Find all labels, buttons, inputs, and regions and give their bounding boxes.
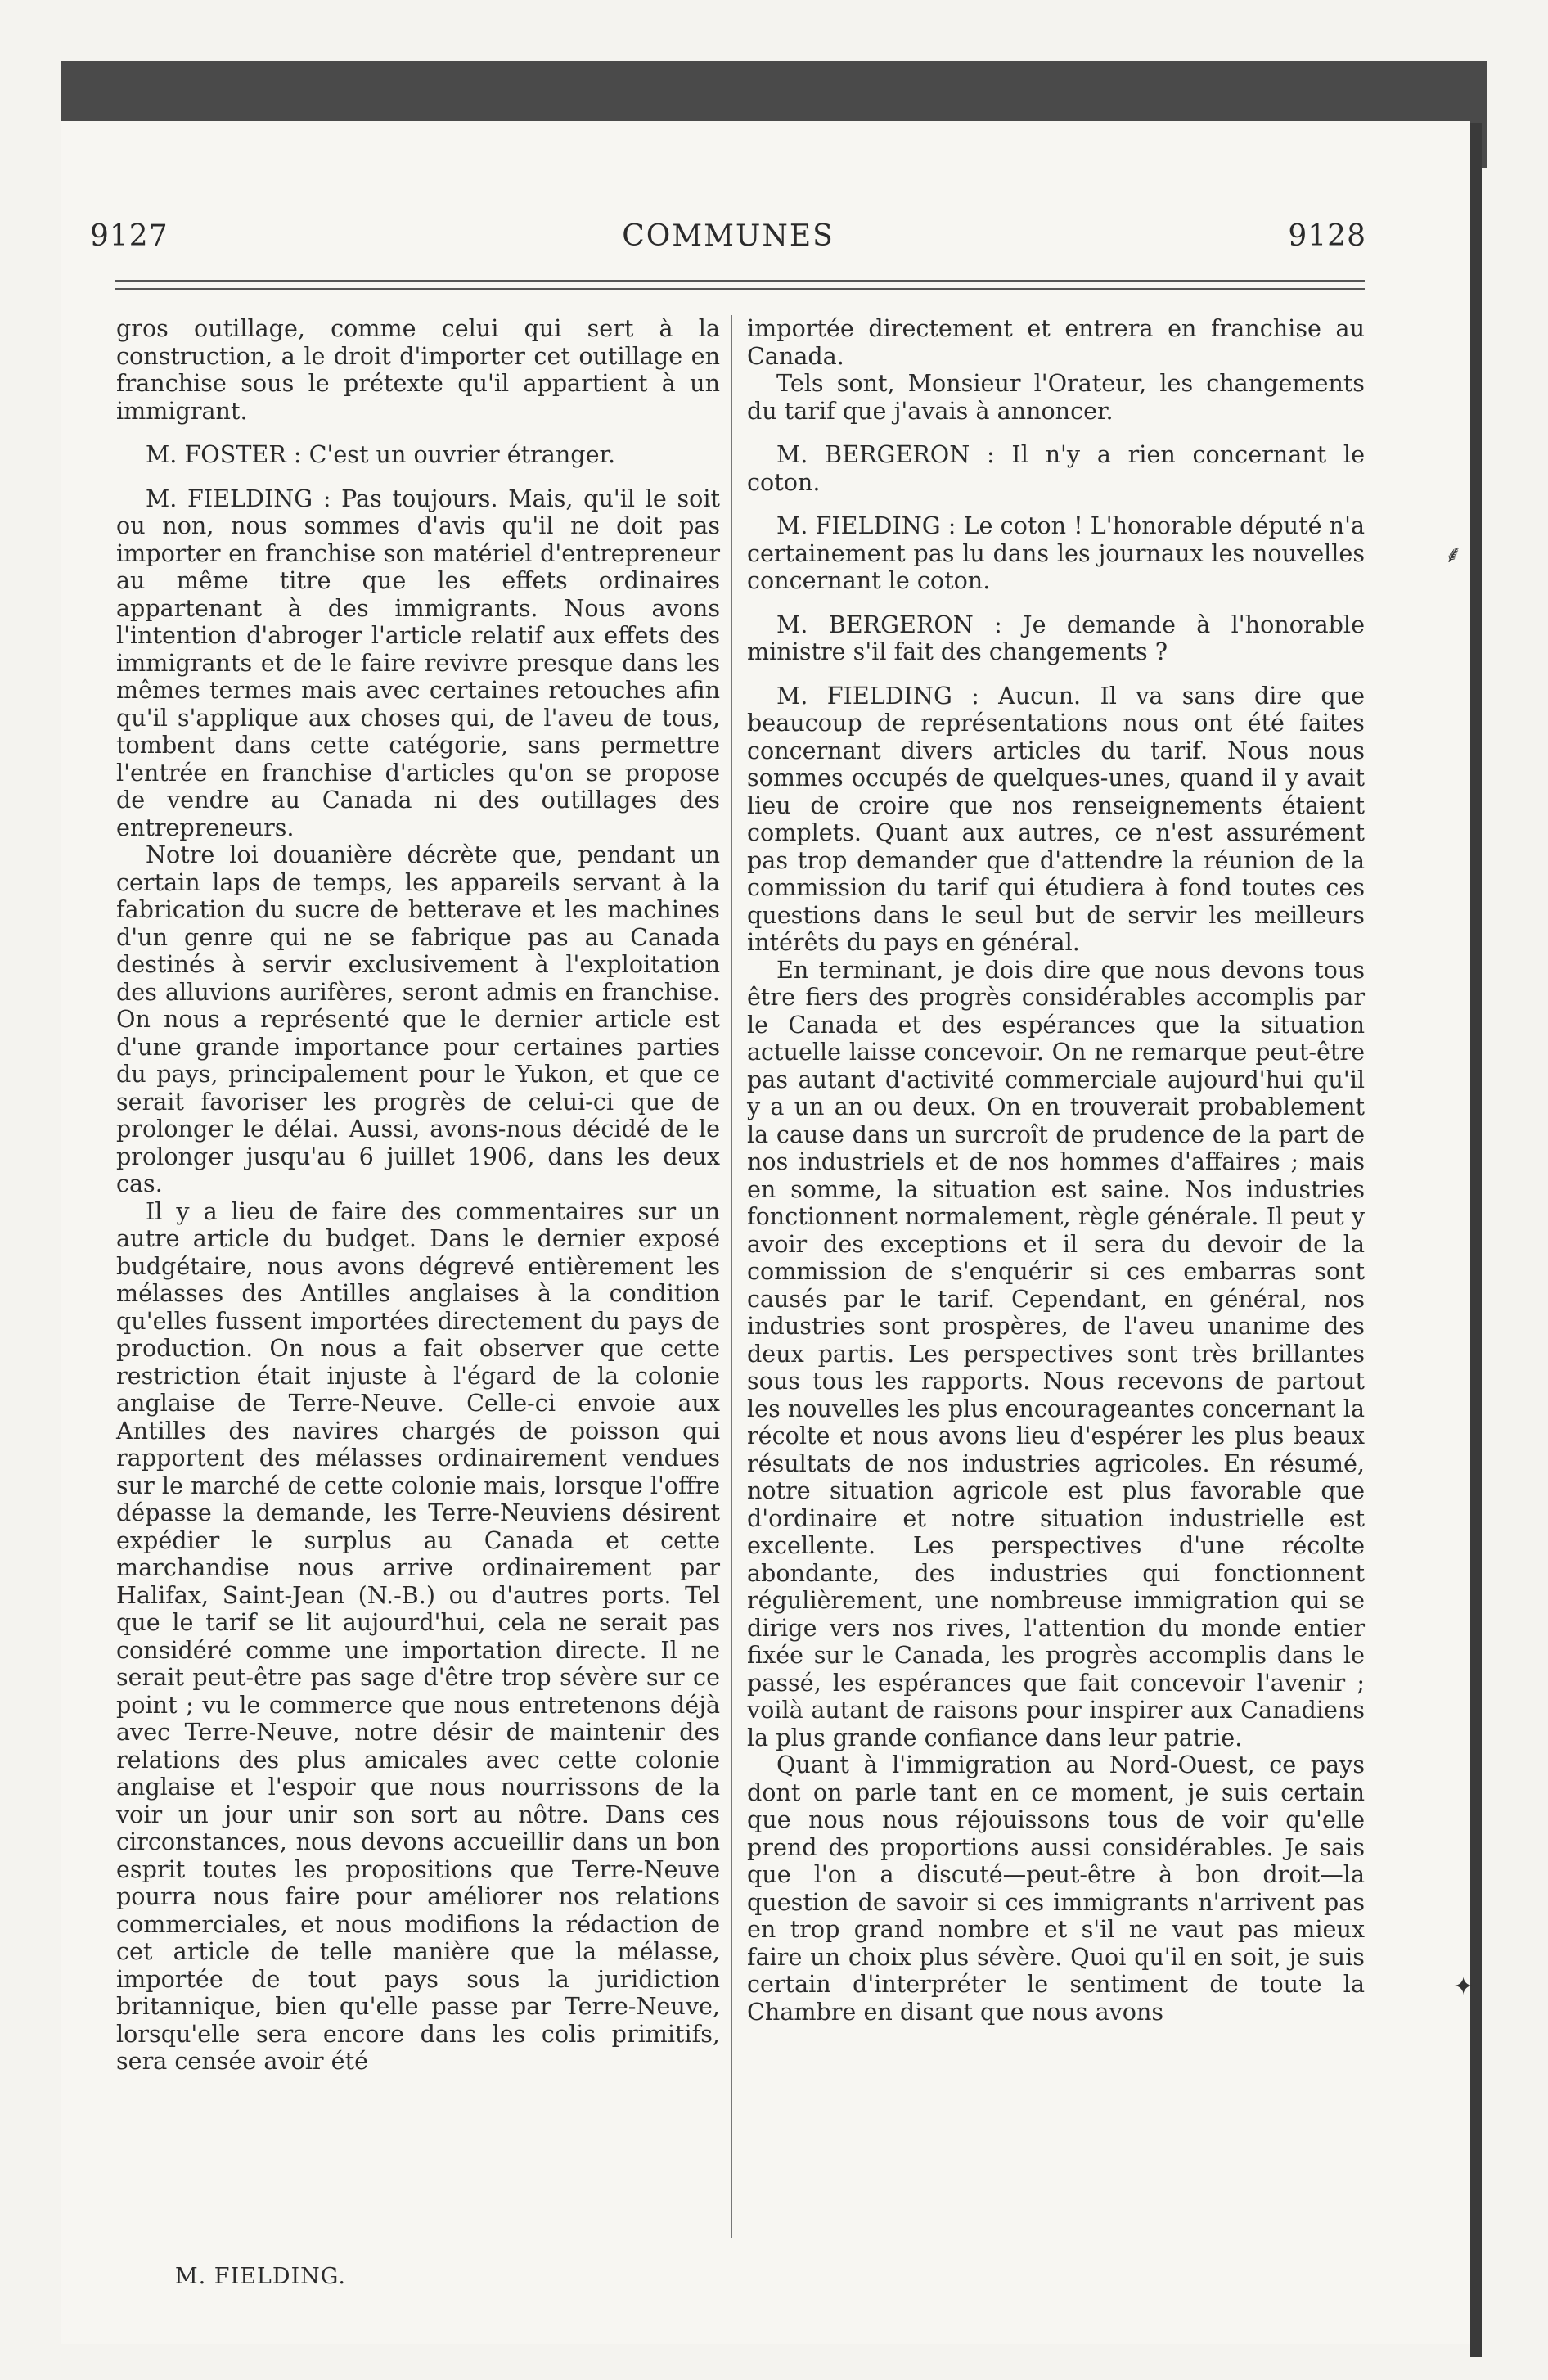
header-rule-top <box>115 280 1365 282</box>
footer-speaker: M. FIELDING. <box>175 2264 346 2289</box>
column-divider <box>731 315 732 2238</box>
paragraph: Quant à l'immigration au Nord-Ouest, ce pays dont on parle tant en ce moment, je suis certain que nous nous réjouissons tous de voir qu'elle prend des proportions aussi considérables. Je sais que l'on a discuté—peut-être à bon droit—la question de savoir si ces immigrants n'arrivent pas en trop grand nombre et s'il ne vaut pas mieux faire un choix plus sévère. Quoi qu'il en soit, je suis certain d'interpréter le sentiment de toute la Chambre en disant que nous avons <box>747 1751 1365 2026</box>
scan-right-edge <box>1470 123 1482 2357</box>
margin-mark: ✦ <box>1453 1972 1474 2001</box>
paragraph: En terminant, je dois dire que nous devons tous être fiers des progrès considérables accomplis par le Canada et des espérances que la situation actuelle laisse concevoir. On ne remarque peut-être pas autant d'activité commerciale aujourd'hui qu'il y a un an ou deux. On en trouverait probablement la cause dans un surcroît de prudence de la part de nos industriels et de nos hommes d'affaires ; mais en somme, la situation est saine. Nos industries fonctionnent normalement, règle générale. Il peut y avoir des exceptions et il sera du devoir de la commission de s'enquérir si ces embarras sont causés par le tarif. Cependant, en général, nos industries sont prospères, de l'aveu unanime des deux partis. Les perspectives sont très brillantes sous tous les rapports. Nous recevons de partout les nouvelles les plus encourageantes concernant la récolte et nous avons lieu d'espérer les plus beaux résultats de nos industries agricoles. En résumé, notre situation agricole est plus favorable que d'ordinaire et notre situation industrielle est excellente. Les perspectives d'une récolte abondante, des industries qui fonctionnent régulièrement, une nombreuse immigration qui se dirige vers nos rives, l'attention du monde entier fixée sur le Canada, les progrès accomplis dans le passé, les espérances que fait concevoir l'avenir ; voilà autant de raisons pour inspirer aux Canadiens la plus grande confiance dans leur patrie. <box>747 955 1365 1751</box>
paragraph: M. FOSTER : C'est un ouvrier étranger. <box>146 440 616 468</box>
header-rule-bottom <box>115 288 1365 290</box>
margin-mark: ⸙ <box>1444 540 1463 569</box>
paragraph: Il y a lieu de faire des commentaires sur un autre article du budget. Dans le dernier exposé budgétaire, nous avons dégrevé entièrement les mélasses des Antilles anglaises à la condition qu'elles fussent importées directement du pays de production. On nous a fait observer que cette restriction était injuste à l'égard de la colonie anglaise de Terre-Neuve. Celle-ci envoie aux Antilles des navires chargés de poisson qui rapportent des mélasses ordinairement vendues sur le marché de cette colonie mais, lorsque l'offre dépasse la demande, les Terre-Neuviens désirent expédier le surplus au Canada et cette marchandise nous arrive ordinairement par Halifax, Saint-Jean (N.-B.) ou d'autres ports. Tel que le tarif se lit aujourd'hui, cela ne serait pas considéré comme une importation directe. Il ne serait peut-être pas sage d'être trop sévère sur ce point ; vu le commerce que nous entretenons déjà avec Terre-Neuve, notre désir de maintenir des relations des plus amicales avec cette colonie anglaise et l'espoir que nous nourrissons de la voir un jour unir son sort au nôtre. Dans ces circonstances, nous devons accueillir dans un bon esprit toutes les propositions que Terre-Neuve pourra nous faire pour améliorer nos relations commerciales, et nous modifions la rédaction de cet article de telle manière que la mélasse, importée de tout pays sous la juridiction britannique, bien qu'elle passe par Terre-Neuve, lorsqu'elle sera encore dans les colis primitifs, sera censée avoir été <box>116 1197 720 2075</box>
paragraph: gros outillage, comme celui qui sert à la construction, a le droit d'importer cet outillage en franchise sous le prétexte qu'il appartient à un immigrant. <box>116 314 720 425</box>
running-title: COMMUNES <box>622 219 835 253</box>
paragraph: Tels sont, Monsieur l'Orateur, les changements du tarif que j'avais à annoncer. <box>747 369 1365 425</box>
page-header <box>90 219 1366 262</box>
paragraph: M. BERGERON : Il n'y a rien concernant le coton. <box>747 440 1365 496</box>
paragraph: M. FIELDING : Le coton ! L'honorable député n'a certainement pas lu dans les journaux les nouvelles concernant le coton. <box>747 512 1365 594</box>
paragraph: Notre loi douanière décrète que, pendant un certain laps de temps, les appareils servant à la fabrication du sucre de betterave et les machines d'un genre qui ne se fabrique pas au Canada destinés à servir exclusivement à l'exploitation des alluvions aurifères, seront admis en franchise. On nous a représenté que le dernier article est d'une grande importance pour certaines parties du pays, principalement pour le Yukon, et que ce serait favoriser les progrès de celui-ci que de prolonger le délai. Aussi, avons-nous décidé de le prolonger jusqu'au 6 juillet 1906, dans les deux cas. <box>116 841 720 1197</box>
paragraph: M. BERGERON : Je demande à l'honorable ministre s'il fait des changements ? <box>747 610 1365 665</box>
paragraph: importée directement et entrera en franchise au Canada. <box>747 314 1365 370</box>
page-number-right: 9128 <box>1288 219 1366 253</box>
paragraph: M. FIELDING : Pas toujours. Mais, qu'il le soit ou non, nous sommes d'avis qu'il ne doit pas importer en franchise son matériel d'entrepreneur au même titre que les effets ordinaires appartenant à des immigrants. Nous avons l'intention d'abroger l'article relatif aux effets des immigrants et de le faire revivre presque dans les mêmes termes mais avec certaines retouches afin qu'il s'applique aux choses qui, de l'aveu de tous, tombent dans cette catégorie, sans permettre l'entrée en franchise d'articles qu'on se propose de vendre au Canada ni des outillages des entrepreneurs. <box>116 484 720 841</box>
page-number-left: 9127 <box>90 219 169 253</box>
right-column <box>747 315 1365 2026</box>
paragraph: M. FIELDING : Aucun. Il va sans dire que beaucoup de représentations nous ont été faites concernant divers articles du tarif. Nous nous sommes occupés de quelques-unes, quand il y avait lieu de croire que nos renseignements étaient complets. Quant aux autres, ce n'est assurément pas trop demander que d'attendre la réunion de la commission du tarif qui étudiera à fond toutes ces questions dans le seul but de servir les meilleurs intérêts du pays en général. <box>747 681 1365 956</box>
left-column <box>116 315 720 2076</box>
